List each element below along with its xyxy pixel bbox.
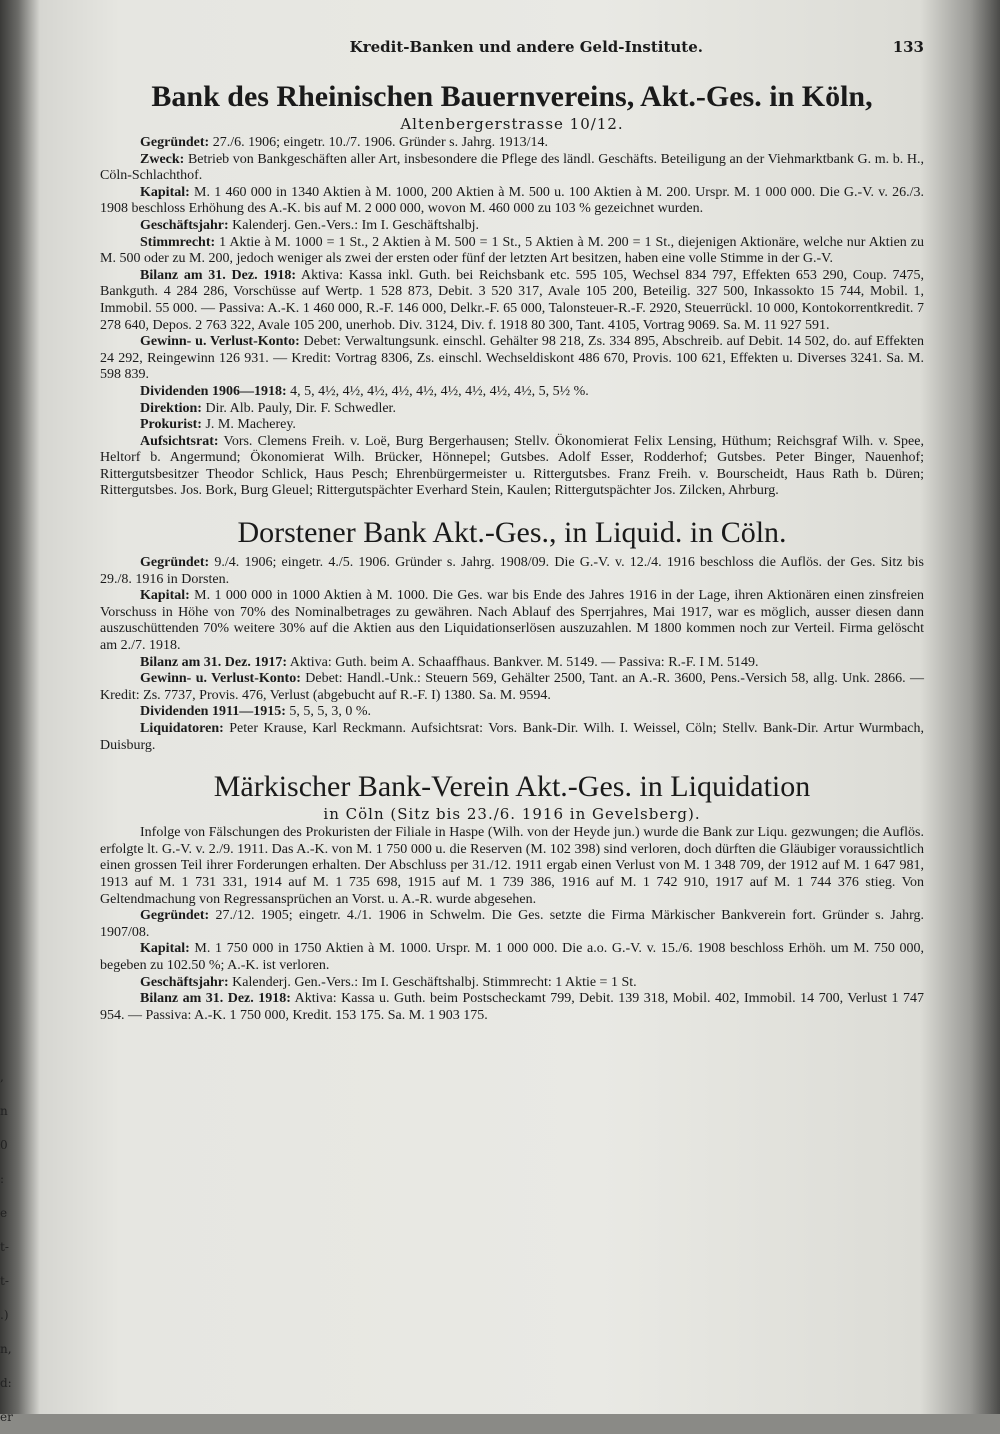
paragraph-text: Vors. Clemens Freih. v. Loë, Burg Bergerhausen; Stellv. Ökonomierat Felix Lensing, Hüthum; Reichsgraf Wilh. v. Spee, Heltorf b. Angermund; Ökonomierat Wilh. Brücker, Hönnepel; Gutsbes. Adolf Esser, Rodderhof; Gutsbes. Peter Binger, Nauenhof; Rittergutsbesitzer Theodor Schlick, Haus Pesch; Ehrenbürgermeister u. Rittergutsbes. Franz Freih. v. Bourscheidt, Haus Rath b. Düren; Rittergutsbes. Jos. Bork, Burg Gleuel; Rittergutspächter Everhard Stein, Kaulen; Rittergutspächter Jos. Zilcken, Ahrburg. (100, 433, 924, 499)
paragraph-text: M. 1 750 000 in 1750 Aktien à M. 1000. Urspr. M. 1 000 000. Die a.o. G.-V. v. 15./6. 1908 beschloss Erhöh. um M. 750 000, begeben zu 102.50 %; A.-K. ist verloren. (100, 941, 924, 973)
entry-paragraph (100, 417, 924, 434)
bank-title: Märkischer Bank-Verein Akt.-Ges. in Liquidation (213, 770, 811, 804)
paragraph-text: 27./12. 1905; eingetr. 4./1. 1906 in Schwelm. Die Ges. setzte die Firma Märkischer Bankverein fort. Gründer s. Jahrg. 1907/08. (100, 908, 924, 940)
margin-fragment: .) (0, 1308, 9, 1322)
entry-paragraph (100, 334, 924, 384)
entry-maerkischer-bank-verein (100, 770, 924, 1024)
entry-paragraph (100, 704, 924, 721)
entry-paragraph (100, 185, 924, 218)
paragraph-text: 9./4. 1906; eingetr. 4./5. 1906. Gründer s. Jahrg. 1908/09. Die G.-V. v. 12./4. 1916 beschloss die Auflös. der Ges. Sitz bis 29./8. 1916 in Dorsten. (100, 555, 924, 587)
paragraph-label: Gewinn- u. Verlust-Konto: (140, 334, 300, 350)
bank-paragraphs (100, 908, 924, 1024)
margin-fragment: t- (0, 1274, 9, 1288)
entry-paragraph (100, 135, 924, 152)
bank-paragraphs (100, 135, 924, 500)
paragraph-label: Kapital: (140, 588, 190, 604)
paragraph-text: 27./6. 1906; eingetr. 10./7. 1906. Gründer s. Jahrg. 1913/14. (209, 135, 549, 150)
margin-fragment: n, (0, 1342, 12, 1356)
paragraph-text: Kalenderj. Gen.-Vers.: Im I. Geschäftshalbj. Stimmrecht: 1 Aktie = 1 St. (228, 974, 637, 990)
paragraph-text: Debet: Handl.-Unk.: Steuern 569, Gehälter 2500, Tant. an A.-R. 3600, Pens.-Versich 58, allg. Unk. 2866. — Kredit: Zs. 7737, Provis. 476, Verlust (abgebucht auf R.-F. I) 1380. Sa. M. 9594. (100, 671, 924, 703)
entry-paragraph (100, 555, 924, 588)
paragraph-text: 5, 5, 5, 3, 0 %. (285, 704, 372, 720)
entry-paragraph (100, 384, 924, 401)
paragraph-label: Geschäftsjahr: (140, 217, 229, 233)
bank-subtitle: in Cöln (Sitz bis 23./6. 1916 in Gevelsberg). (323, 805, 701, 824)
paragraph-label: Kapital: (140, 184, 190, 200)
paragraph-label: Geschäftsjahr: (140, 974, 229, 990)
page-number: 133 (892, 38, 924, 56)
intro-paragraph: Infolge von Fälschungen des Prokuristen der Filiale in Haspe (Wilh. von der Heyde jun.) wurde die Bank zur Liqu. gezwungen; die Auflös. erfolgte lt. G.-V. v. 2./9. 1911. Das A.-K. von M. 1 750 000 u. die Reserven (M. 102 398) sind verloren, doch dürften die Gläubiger voraussichtlich einen grossen Teil ihrer Forderungen erhalten. Der Abschluss per 31./12. 1911 ergab einen Verlust von M. 1 348 709, der 1912 auf M. 1 647 981, 1913 auf M. 1 731 331, 1914 auf M. 1 735 698, 1915 auf M. 1 739 386, 1916 auf M. 1 742 910, 1917 auf M. 1 744 376 stieg. Von Geltendmachung von Regressansprüchen an Vorst. u. A.-R. wurde abgesehen. (100, 825, 924, 907)
entry-paragraph (100, 908, 924, 941)
entry-paragraph (100, 671, 924, 704)
paragraph-text: Aktiva: Guth. beim A. Schaaffhaus. Bankver. M. 5149. — Passiva: R.-F. I M. 5149. (286, 654, 759, 670)
entry-paragraph (100, 152, 924, 185)
paragraph-text: Betrieb von Bankgeschäften aller Art, insbesondere die Pflege des ländl. Geschäfts. Beteiligung an der Viehmarktbank G. m. b. H., Cöln-Schlachthof. (100, 151, 924, 184)
margin-fragment: , (0, 1070, 4, 1084)
paragraph-label: Dividenden 1906—1918: (140, 383, 287, 399)
bank-address: Altenbergerstrasse 10/12. (400, 115, 624, 133)
entry-paragraph (100, 975, 924, 992)
paragraph-label: Liquidatoren: (140, 721, 224, 736)
paragraph-label: Direktion: (140, 400, 202, 416)
paragraph-label: Bilanz am 31. Dez. 1918: (140, 267, 296, 283)
entry-rheinischer-bauernverein (100, 80, 924, 500)
entry-dorstener-bank (100, 516, 924, 754)
paragraph-label: Prokurist: (140, 417, 202, 433)
running-title: Kredit-Banken und andere Geld-Institute. (349, 38, 703, 56)
paragraph-label: Bilanz am 31. Dez. 1917: (140, 654, 287, 670)
paragraph-text: Dir. Alb. Pauly, Dir. F. Schwedler. (201, 400, 396, 416)
entry-paragraph (100, 401, 924, 418)
entry-paragraph (100, 721, 924, 754)
paragraph-label: Gegründet: (140, 908, 210, 924)
entry-paragraph (100, 218, 924, 235)
entry-paragraph (100, 588, 924, 654)
bank-paragraphs (100, 555, 924, 754)
paragraph-label: Dividenden 1911—1915: (140, 704, 286, 720)
paragraph-label: Aufsichtsrat: (140, 433, 219, 449)
entry-paragraph (100, 655, 924, 672)
paragraph-label: Gegründet: (140, 555, 210, 571)
paragraph-label: Zweck: (140, 151, 185, 167)
paragraph-text: M. 1 460 000 in 1340 Aktien à M. 1000, 200 Aktien à M. 500 u. 100 Aktien à M. 200. Urspr. M. 1 000 000. Die G.-V. v. 26./3. 1908 beschloss Erhöhung des A.-K. bis auf M. 2 000 000, wovon M. 460 000 zu 103 % gezeichnet wurden. (100, 184, 924, 217)
paragraph-label: Bilanz am 31. Dez. 1918: (140, 991, 291, 1007)
bank-title: Bank des Rheinischen Bauernvereins, Akt.-Ges. in Köln, (151, 80, 873, 113)
margin-fragment: n (0, 1104, 8, 1118)
entry-paragraph (100, 268, 924, 334)
paragraph-text: 4, 5, 4½, 4½, 4½, 4½, 4½, 4½, 4½, 4½, 4½, 5, 5½ %. (286, 383, 589, 399)
paragraph-text: M. 1 000 000 in 1000 Aktien à M. 1000. Die Ges. war bis Ende des Jahres 1916 in der Lage, ihren Aktionären einen zinsfreien Vorschuss in Höhe von 70% des Nominalbetrages zu gewähren. Nach Ablauf des Sperrjahres, Mai 1917, war es möglich, ausser diesen dann auszuschüttenden 70% weitere 30% auf die Aktien aus den Liquidationserlösen auszuzahlen. M 1800 kommen noch zur Verteil. Firma gelöscht am 2./7. 1918. (100, 588, 924, 654)
margin-fragment: er (0, 1410, 13, 1424)
bank-title: Dorstener Bank Akt.-Ges., in Liquid. in Cöln. (237, 516, 787, 550)
paragraph-text: Kalenderj. Gen.-Vers.: Im I. Geschäftshalbj. (228, 217, 480, 233)
adjacent-page-margin (0, 1060, 20, 1434)
entry-paragraph (100, 941, 924, 974)
paragraph-text: Debet: Verwaltungsunk. einschl. Gehälter 98 218, Zs. 334 895, Abschreib. auf Debit. 14 502, do. auf Effekten 24 292, Reingewinn 126 931. — Kredit: Vortrag 8306, Zs. einschl. Wechseldiskont 486 670, Provis. 100 621, Effekten u. Diverses 3241. Sa. M. 598 839. (100, 334, 925, 383)
paragraph-label: Stimmrecht: (140, 234, 216, 250)
paragraph-text: Peter Krause, Karl Reckmann. Aufsichtsrat: Vors. Bank-Dir. Wilh. I. Weissel, Cöln; Stellv. Bank-Dir. Artur Wurmbach, Duisburg. (100, 721, 924, 753)
margin-fragment: 0 (0, 1138, 8, 1152)
entry-paragraph (100, 235, 924, 268)
margin-fragment: : (0, 1172, 5, 1186)
paragraph-label: Gegründet: (140, 135, 210, 150)
margin-fragment: e (0, 1206, 8, 1220)
paragraph-label: Kapital: (140, 941, 190, 957)
entry-paragraph (100, 991, 924, 1024)
margin-fragment: t- (0, 1240, 9, 1254)
margin-fragment: d: (0, 1376, 12, 1390)
paragraph-label: Gewinn- u. Verlust-Konto: (140, 671, 301, 687)
paragraph-text: 1 Aktie à M. 1000 = 1 St., 2 Aktien à M. 500 = 1 St., 5 Aktien à M. 200 = 1 St., diejenigen Aktionäre, welche nur Aktien zu M. 500 oder zu M. 200, jedoch weniger als zwei der ersten oder fünf der letzten Art besitzen, haben eine volle Stimme in der G.-V. (100, 234, 924, 267)
page-content (100, 38, 924, 1024)
paragraph-text: Aktiva: Kassa inkl. Guth. bei Reichsbank etc. 595 105, Wechsel 834 797, Effekten 653 290, Coup. 7475, Bankguth. 4 284 286, Vorschüsse auf Wertp. 1 528 873, Debit. 3 520 317, Avale 105 200, Beteilig. 327 500, Inkassokto 15 744, Mobil. 1, Immobil. 55 000. — Passiva: A.-K. 1 460 000, R.-F. 146 000, Delkr.-F. 65 000, Talonsteuer-R.-F. 2920, Steuerrückl. 10 000, Kontokorrentkredit. 7 278 640, Depos. 2 763 322, Avale 105 200, unerhob. Div. 3124, Div. f. 1918 80 300, Tant. 4105, Vortrag 9069. Sa. M. 11 927 591. (100, 267, 924, 333)
running-header (100, 38, 924, 72)
paragraph-text: Aktiva: Kassa u. Guth. beim Postscheckamt 799, Debit. 139 318, Mobil. 402, Immobil. 14 700, Verlust 1 747 954. — Passiva: A.-K. 1 750 000, Kredit. 153 175. Sa. M. 1 903 175. (100, 991, 924, 1023)
entry-paragraph (100, 434, 924, 500)
paragraph-text: J. M. Macherey. (201, 417, 296, 433)
